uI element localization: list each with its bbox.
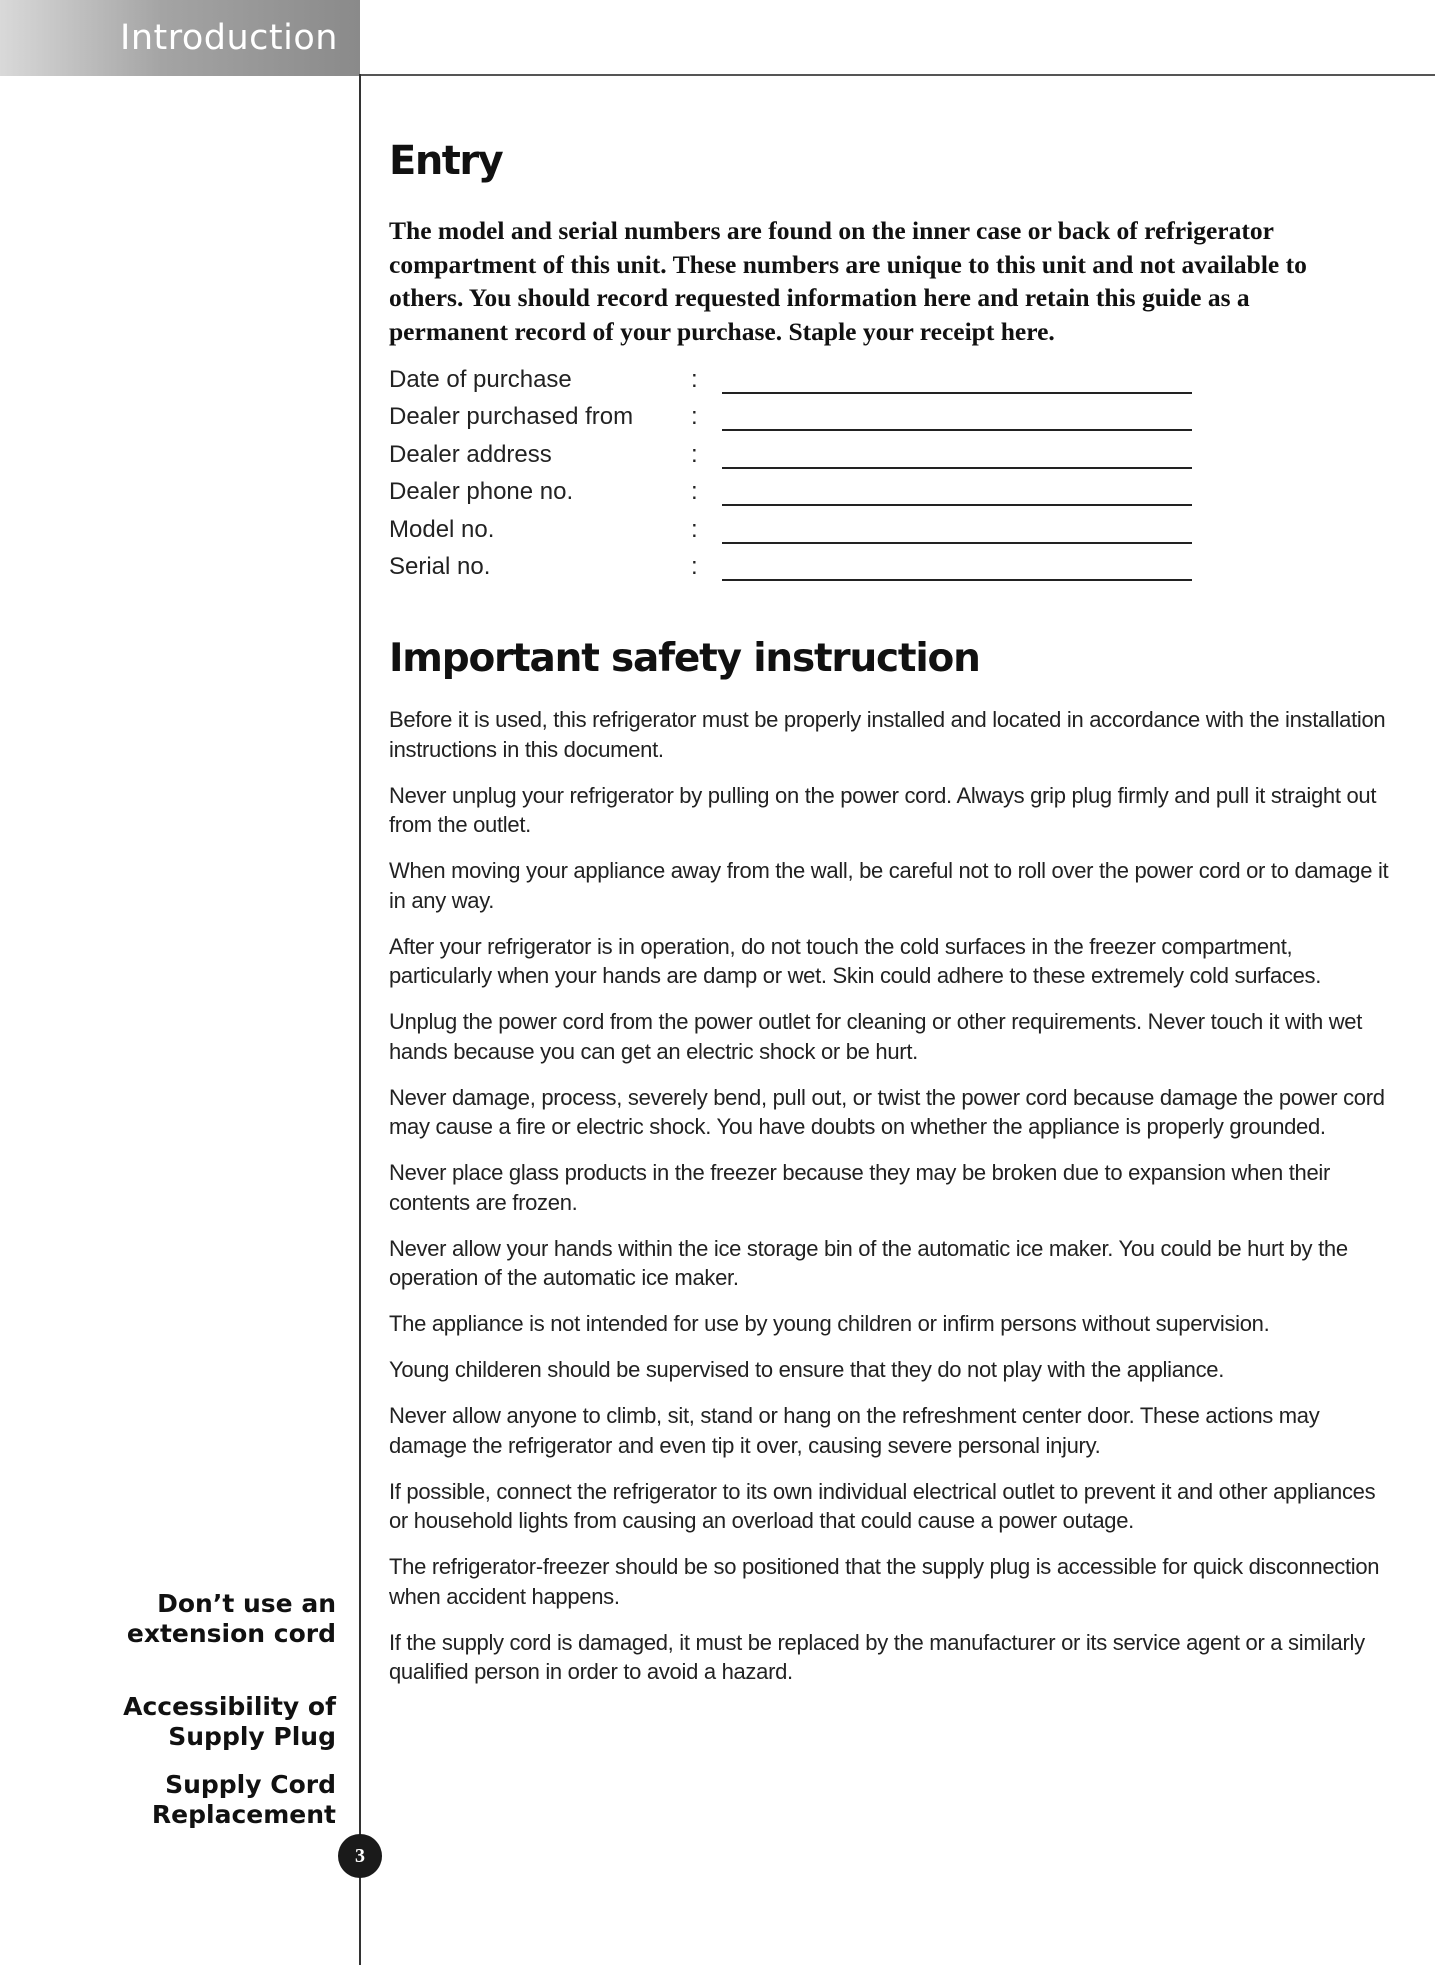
record-blank-line: [722, 392, 1192, 394]
safety-paragraph: Young childeren should be supervised to ensure that they do not play with the appliance.: [389, 1357, 1225, 1383]
safety-paragraph: After your refrigerator is in operation, do not touch the cold surfaces in the freezer compartment, particularly when your hands are damp or wet. Skin could adhere to these extremely cold surfaces.: [389, 933, 1322, 989]
record-colon: :: [691, 403, 698, 431]
record-label: Date of purchase: [389, 366, 572, 393]
side-heading-line: Replacement: [151, 1800, 336, 1829]
record-colon: :: [691, 440, 698, 468]
margin-divider: [359, 74, 361, 1965]
safety-heading: Important safety instruction: [389, 636, 980, 682]
safety-paragraph: Never unplug your refrigerator by pulling on the power cord. Always grip plug firmly and pull it straight out from the outlet.: [389, 782, 1377, 838]
side-heading-extension-cord: [36, 1589, 336, 1649]
record-blank-line: [722, 504, 1192, 506]
safety-paragraph: Never damage, process, severely bend, pull out, or twist the power cord because damage the power cord may cause a fire or electric shock. You have doubts on whether the appliance is properly grounded.: [389, 1084, 1385, 1140]
record-blank-line: [722, 467, 1192, 469]
record-blank-line: [722, 429, 1192, 431]
side-heading-supply-cord: [36, 1770, 336, 1830]
entry-heading: Entry: [389, 138, 503, 184]
page-number: 3: [338, 1834, 382, 1878]
record-row: [389, 514, 1389, 551]
extension-cord-paragraph: If possible, connect the refrigerator to its own individual electrical outlet to prevent it and other appliances or household lights from causing an overload that could cause a power outage.: [389, 1478, 1376, 1534]
record-colon: :: [691, 552, 698, 580]
record-blank-line: [722, 542, 1192, 544]
safety-paragraph: Unplug the power cord from the power outlet for cleaning or other requirements. Never touch it with wet hands because you can get an electric shock or be hurt.: [389, 1009, 1363, 1064]
safety-paragraph: When moving your appliance away from the wall, be careful not to roll over the power cord or to damage it in any way.: [389, 858, 1389, 913]
main-content: [389, 138, 1389, 1703]
record-colon: :: [691, 515, 698, 543]
safety-paragraph: The appliance is not intended for use by young children or infirm persons without supervision.: [389, 1311, 1270, 1337]
safety-paragraph: Never allow your hands within the ice storage bin of the automatic ice maker. You could be hurt by the operation of the automatic ice maker.: [389, 1235, 1348, 1291]
supply-cord-paragraph: If the supply cord is damaged, it must be replaced by the manufacturer or its service agent or a similarly qualified person in order to avoid a hazard.: [389, 1629, 1365, 1685]
section-title: Introduction: [120, 18, 338, 58]
side-heading-line: Supply Plug: [168, 1722, 336, 1751]
record-colon: :: [691, 366, 698, 393]
entry-intro: The model and serial numbers are found on the inner case or back of refrigerator compartment of this unit. These numbers are unique to this unit and not available to others. You should record requested information here and retain this guide as a permanent record of your purchase. Staple your receipt here.: [389, 216, 1307, 346]
record-row: [389, 439, 1389, 476]
record-label: Model no.: [389, 515, 495, 543]
side-heading-supply-plug: [36, 1692, 336, 1752]
record-row: [389, 401, 1389, 438]
purchase-record-form: [389, 364, 1389, 588]
safety-instructions: [389, 705, 1389, 1687]
side-heading-line: Don’t use an: [157, 1589, 336, 1618]
record-label: Dealer purchased from: [389, 403, 634, 431]
side-heading-line: Accessibility of: [123, 1692, 336, 1721]
safety-paragraph: Never place glass products in the freezer because they may be broken due to expansion when their contents are frozen.: [389, 1160, 1330, 1215]
side-heading-line: Supply Cord: [165, 1770, 336, 1799]
record-row: [389, 364, 1389, 401]
record-row: [389, 551, 1389, 588]
record-blank-line: [722, 579, 1192, 581]
safety-paragraph: Never allow anyone to climb, sit, stand or hang on the refreshment center door. These actions may damage the refrigerator and even tip it over, causing severe personal injury.: [389, 1403, 1320, 1458]
side-heading-line: extension cord: [126, 1619, 336, 1648]
section-tab: [0, 0, 360, 76]
header-divider: [360, 74, 1435, 76]
supply-plug-paragraph: The refrigerator-freezer should be so positioned that the supply plug is accessible for quick disconnection when accident happens.: [389, 1554, 1380, 1609]
record-label: Dealer address: [389, 440, 552, 468]
record-label: Serial no.: [389, 552, 491, 580]
record-label: Dealer phone no.: [389, 478, 574, 506]
record-colon: :: [691, 478, 698, 506]
record-row: [389, 476, 1389, 513]
safety-paragraph: Before it is used, this refrigerator must be properly installed and located in accordance with the installation instructions in this document.: [389, 707, 1386, 762]
